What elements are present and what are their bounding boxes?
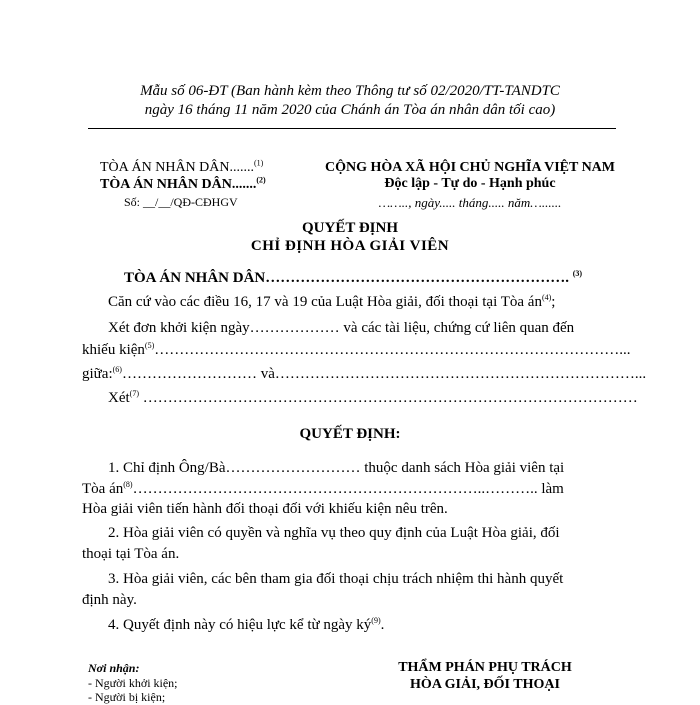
document-number: Số: __/__/QĐ-CĐHGV: [124, 195, 238, 209]
form-reference-line2: ngày 16 tháng 11 năm 2020 của Chánh án Tòa án nhân dân tối cao): [144, 102, 556, 118]
recipients-label: Nơi nhận:: [88, 661, 140, 675]
header-rule: [88, 128, 616, 129]
petition-line-1: Xét đơn khởi kiện ngày……………… và các tài liệu, chứng cứ liên quan đến: [108, 320, 575, 336]
legal-basis: Căn cứ vào các điều 16, 17 và 19 của Luật Hòa giải, đối thoại tại Tòa $án^{(4)}$;: [108, 293, 556, 310]
consideration-line: Xét$^{(7)}$ ………………………………………………………………………………………: [108, 389, 638, 406]
decision-item-1-line3: Hòa giải viên tiến hành đối thoại đối với khiếu kiện nêu trên.: [82, 501, 448, 517]
court-name-2: TÒA ÁN NHÂN DÂN.......$^{(2)}$: [100, 175, 266, 192]
issue-date: …….., ngày..... tháng..... năm…......: [378, 195, 562, 210]
court-name-1: TÒA ÁN NHÂN DÂN.......$^{(1)}$: [100, 158, 264, 175]
decision-item-1-line2: Tòa $án^{(8)}\dots\dots\dots\dots\dots\dots\dots\dots\dots\dots\dots\dots\dots\dots\dots\dots\dots\dots\dots\dots\dots\dots\dots..\dots\dots\dots$.. làm: [82, 480, 564, 497]
document-title: QUYẾT ĐỊNH: [302, 220, 398, 236]
decision-item-3-line2: định này.: [82, 592, 137, 608]
decision-item-3-line1: 3. Hòa giải viên, các bên tham gia đối thoại chịu trách nhiệm thi hành quyết: [108, 571, 564, 587]
nation-motto: Độc lập - Tự do - Hạnh phúc: [384, 176, 556, 191]
signer-title-line2: HÒA GIẢI, ĐỐI THOẠI: [410, 677, 560, 692]
decision-heading: QUYẾT ĐỊNH:: [299, 426, 401, 442]
recipient-item: - Người khởi kiện;: [88, 676, 178, 690]
signer-title-line1: THẨM PHÁN PHỤ TRÁCH: [398, 660, 572, 675]
issuing-court: TÒA ÁN NHÂN DÂN……………………………………………………. $^{(3)}$: [124, 269, 583, 286]
decision-item-4: 4. Quyết định này có hiệu lực kể từ ngày $ký^{(9)}$.: [108, 616, 385, 633]
recipient-item: - Người bị kiện;: [88, 690, 166, 704]
decision-item-2-line1: 2. Hòa giải viên có quyền và nghĩa vụ theo quy định của Luật Hòa giải, đối: [108, 525, 560, 541]
petition-line-2: khiếu kiện$^{(5)}$…………………………………………………………………………………...: [82, 341, 631, 358]
decision-item-2-line2: thoại tại Tòa án.: [82, 546, 180, 562]
nation-name: CỘNG HÒA XÃ HỘI CHỦ NGHĨA VIỆT NAM: [324, 160, 615, 175]
document-subtitle: CHỈ ĐỊNH HÒA GIẢI VIÊN: [250, 238, 450, 254]
form-reference-line1: Mẫu số 06-ĐT (Ban hành kèm theo Thông tư số 02/2020/TT-TANDTC: [140, 83, 560, 99]
decision-item-1-line1: 1. Chỉ định Ông/Bà……………………… thuộc danh sách Hòa giải viên tại: [108, 460, 565, 476]
parties-line: giữa:$^{(6)}$……………………… và………………………………………………………………...: [82, 365, 647, 382]
